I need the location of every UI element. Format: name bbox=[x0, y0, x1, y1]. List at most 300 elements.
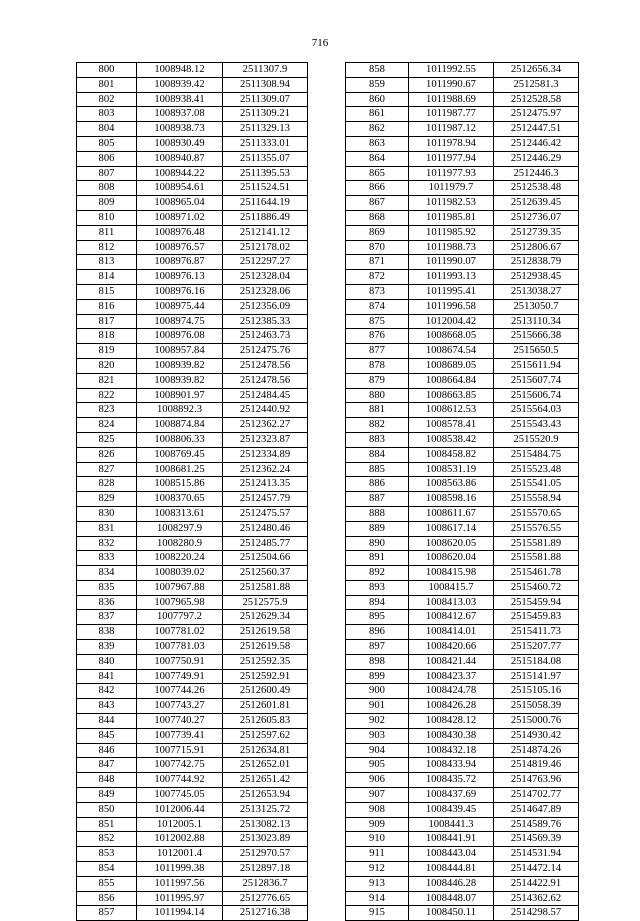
table-row bbox=[77, 788, 308, 803]
table-row bbox=[77, 107, 308, 122]
y-coordinate-cell: 2512592.35 bbox=[223, 654, 308, 669]
x-coordinate-cell: 1008689.05 bbox=[409, 358, 494, 373]
x-coordinate-cell: 1008674.54 bbox=[409, 344, 494, 359]
point-number-cell: 851 bbox=[77, 817, 137, 832]
y-coordinate-cell: 2515581.89 bbox=[494, 536, 579, 551]
point-number-cell: 819 bbox=[77, 344, 137, 359]
x-coordinate-cell: 1008971.02 bbox=[137, 210, 223, 225]
table-row bbox=[346, 151, 579, 166]
y-coordinate-cell: 2512480.46 bbox=[223, 521, 308, 536]
y-coordinate-cell: 2512413.35 bbox=[223, 477, 308, 492]
y-coordinate-cell: 2514819.46 bbox=[494, 758, 579, 773]
point-number-cell: 843 bbox=[77, 699, 137, 714]
y-coordinate-cell: 2515058.39 bbox=[494, 699, 579, 714]
table-row bbox=[346, 506, 579, 521]
point-number-cell: 874 bbox=[346, 299, 409, 314]
x-coordinate-cell: 1007965.98 bbox=[137, 595, 223, 610]
point-number-cell: 804 bbox=[77, 122, 137, 137]
point-number-cell: 877 bbox=[346, 344, 409, 359]
table-row bbox=[77, 699, 308, 714]
x-coordinate-cell: 1012002.88 bbox=[137, 832, 223, 847]
point-number-cell: 824 bbox=[77, 418, 137, 433]
x-coordinate-cell: 1007740.27 bbox=[137, 714, 223, 729]
x-coordinate-cell: 1008039.02 bbox=[137, 566, 223, 581]
y-coordinate-cell: 2512836.7 bbox=[223, 876, 308, 891]
table-row bbox=[346, 551, 579, 566]
x-coordinate-cell: 1011995.41 bbox=[409, 284, 494, 299]
x-coordinate-cell: 1011990.07 bbox=[409, 255, 494, 270]
table-row bbox=[77, 654, 308, 669]
x-coordinate-cell: 1008421.44 bbox=[409, 654, 494, 669]
y-coordinate-cell: 2512478.56 bbox=[223, 373, 308, 388]
x-coordinate-cell: 1008441.91 bbox=[409, 832, 494, 847]
y-coordinate-cell: 2512446.3 bbox=[494, 166, 579, 181]
point-number-cell: 895 bbox=[346, 610, 409, 625]
table-row bbox=[346, 788, 579, 803]
table-row bbox=[77, 817, 308, 832]
x-coordinate-cell: 1008939.82 bbox=[137, 373, 223, 388]
y-coordinate-cell: 2515461.78 bbox=[494, 566, 579, 581]
x-coordinate-cell: 1007743.27 bbox=[137, 699, 223, 714]
table-row bbox=[77, 432, 308, 447]
point-number-cell: 845 bbox=[77, 728, 137, 743]
point-number-cell: 888 bbox=[346, 506, 409, 521]
y-coordinate-cell: 2515558.94 bbox=[494, 492, 579, 507]
y-coordinate-cell: 2515607.74 bbox=[494, 373, 579, 388]
y-coordinate-cell: 2512629.34 bbox=[223, 610, 308, 625]
point-number-cell: 892 bbox=[346, 566, 409, 581]
y-coordinate-cell: 2514422.91 bbox=[494, 876, 579, 891]
y-coordinate-cell: 2514531.94 bbox=[494, 847, 579, 862]
point-number-cell: 825 bbox=[77, 432, 137, 447]
x-coordinate-cell: 1008420.66 bbox=[409, 640, 494, 655]
y-coordinate-cell: 2511307.9 bbox=[223, 63, 308, 78]
y-coordinate-cell: 2512581.88 bbox=[223, 580, 308, 595]
x-coordinate-cell: 1011992.55 bbox=[409, 63, 494, 78]
y-coordinate-cell: 2512178.02 bbox=[223, 240, 308, 255]
table-row bbox=[77, 551, 308, 566]
table-row bbox=[77, 492, 308, 507]
table-row bbox=[346, 63, 579, 78]
x-coordinate-cell: 1007781.02 bbox=[137, 625, 223, 640]
point-number-cell: 871 bbox=[346, 255, 409, 270]
x-coordinate-cell: 1008612.53 bbox=[409, 403, 494, 418]
x-coordinate-cell: 1011985.81 bbox=[409, 210, 494, 225]
point-number-cell: 908 bbox=[346, 802, 409, 817]
x-coordinate-cell: 1008976.87 bbox=[137, 255, 223, 270]
table-row bbox=[346, 462, 579, 477]
y-coordinate-cell: 2515411.73 bbox=[494, 625, 579, 640]
point-number-cell: 884 bbox=[346, 447, 409, 462]
x-coordinate-cell: 1008280.9 bbox=[137, 536, 223, 551]
table-row bbox=[346, 640, 579, 655]
x-coordinate-cell: 1011987.12 bbox=[409, 122, 494, 137]
point-number-cell: 805 bbox=[77, 136, 137, 151]
point-number-cell: 889 bbox=[346, 521, 409, 536]
point-number-cell: 913 bbox=[346, 876, 409, 891]
y-coordinate-cell: 2512581.3 bbox=[494, 77, 579, 92]
point-number-cell: 808 bbox=[77, 181, 137, 196]
point-number-cell: 817 bbox=[77, 314, 137, 329]
table-row bbox=[77, 358, 308, 373]
point-number-cell: 834 bbox=[77, 566, 137, 581]
table-row bbox=[77, 151, 308, 166]
point-number-cell: 873 bbox=[346, 284, 409, 299]
y-coordinate-cell: 2512475.57 bbox=[223, 506, 308, 521]
y-coordinate-cell: 2512297.27 bbox=[223, 255, 308, 270]
table-row bbox=[346, 418, 579, 433]
x-coordinate-cell: 1008939.82 bbox=[137, 358, 223, 373]
table-row bbox=[77, 684, 308, 699]
x-coordinate-cell: 1007750.91 bbox=[137, 654, 223, 669]
table-row bbox=[346, 329, 579, 344]
point-number-cell: 896 bbox=[346, 625, 409, 640]
table-row bbox=[77, 847, 308, 862]
y-coordinate-cell: 2515484.75 bbox=[494, 447, 579, 462]
y-coordinate-cell: 2511395.53 bbox=[223, 166, 308, 181]
x-coordinate-cell: 1012005.1 bbox=[137, 817, 223, 832]
x-coordinate-cell: 1008957.84 bbox=[137, 344, 223, 359]
x-coordinate-cell: 1008437.69 bbox=[409, 788, 494, 803]
table-row bbox=[346, 492, 579, 507]
y-coordinate-cell: 2512446.42 bbox=[494, 136, 579, 151]
y-coordinate-cell: 2512141.12 bbox=[223, 225, 308, 240]
y-coordinate-cell: 2512897.18 bbox=[223, 862, 308, 877]
y-coordinate-cell: 2511329.13 bbox=[223, 122, 308, 137]
table-row bbox=[77, 714, 308, 729]
y-coordinate-cell: 2512478.56 bbox=[223, 358, 308, 373]
table-row bbox=[77, 669, 308, 684]
x-coordinate-cell: 1008901.97 bbox=[137, 388, 223, 403]
point-number-cell: 909 bbox=[346, 817, 409, 832]
table-row bbox=[346, 580, 579, 595]
y-coordinate-cell: 2511355.07 bbox=[223, 151, 308, 166]
point-number-cell: 852 bbox=[77, 832, 137, 847]
x-coordinate-cell: 1008965.04 bbox=[137, 196, 223, 211]
y-coordinate-cell: 2512656.34 bbox=[494, 63, 579, 78]
x-coordinate-cell: 1008515.86 bbox=[137, 477, 223, 492]
point-number-cell: 885 bbox=[346, 462, 409, 477]
x-coordinate-cell: 1008976.13 bbox=[137, 270, 223, 285]
y-coordinate-cell: 2512484.45 bbox=[223, 388, 308, 403]
y-coordinate-cell: 2515650.5 bbox=[494, 344, 579, 359]
table-row bbox=[77, 876, 308, 891]
y-coordinate-cell: 2512838.79 bbox=[494, 255, 579, 270]
table-row bbox=[77, 240, 308, 255]
y-coordinate-cell: 2514569.39 bbox=[494, 832, 579, 847]
y-coordinate-cell: 2512440.92 bbox=[223, 403, 308, 418]
table-row bbox=[346, 77, 579, 92]
table-row bbox=[346, 136, 579, 151]
point-number-cell: 830 bbox=[77, 506, 137, 521]
point-number-cell: 915 bbox=[346, 906, 409, 921]
x-coordinate-cell: 1008937.08 bbox=[137, 107, 223, 122]
x-coordinate-cell: 1007797.2 bbox=[137, 610, 223, 625]
table-row bbox=[346, 862, 579, 877]
x-coordinate-cell: 1008663.85 bbox=[409, 388, 494, 403]
x-coordinate-cell: 1011996.58 bbox=[409, 299, 494, 314]
y-coordinate-cell: 2514874.26 bbox=[494, 743, 579, 758]
x-coordinate-cell: 1008430.38 bbox=[409, 728, 494, 743]
table-row bbox=[346, 284, 579, 299]
y-coordinate-cell: 2512323.87 bbox=[223, 432, 308, 447]
y-coordinate-cell: 2514702.77 bbox=[494, 788, 579, 803]
point-number-cell: 802 bbox=[77, 92, 137, 107]
x-coordinate-cell: 1011987.77 bbox=[409, 107, 494, 122]
y-coordinate-cell: 2512504.66 bbox=[223, 551, 308, 566]
table-row bbox=[77, 284, 308, 299]
y-coordinate-cell: 2512457.79 bbox=[223, 492, 308, 507]
x-coordinate-cell: 1011993.13 bbox=[409, 270, 494, 285]
table-row bbox=[346, 521, 579, 536]
x-coordinate-cell: 1007742.75 bbox=[137, 758, 223, 773]
y-coordinate-cell: 2512538.48 bbox=[494, 181, 579, 196]
table-row bbox=[346, 299, 579, 314]
point-number-cell: 854 bbox=[77, 862, 137, 877]
y-coordinate-cell: 2511644.19 bbox=[223, 196, 308, 211]
point-number-cell: 880 bbox=[346, 388, 409, 403]
table-row bbox=[346, 388, 579, 403]
y-coordinate-cell: 2512653.94 bbox=[223, 788, 308, 803]
table-row bbox=[77, 506, 308, 521]
x-coordinate-cell: 1008531.19 bbox=[409, 462, 494, 477]
point-number-cell: 903 bbox=[346, 728, 409, 743]
table-row bbox=[346, 832, 579, 847]
y-coordinate-cell: 2515611.94 bbox=[494, 358, 579, 373]
x-coordinate-cell: 1007745.05 bbox=[137, 788, 223, 803]
x-coordinate-cell: 1008563.86 bbox=[409, 477, 494, 492]
table-row bbox=[346, 699, 579, 714]
x-coordinate-cell: 1008940.87 bbox=[137, 151, 223, 166]
point-number-cell: 899 bbox=[346, 669, 409, 684]
table-row bbox=[77, 862, 308, 877]
table-row bbox=[346, 447, 579, 462]
x-coordinate-cell: 1011997.56 bbox=[137, 876, 223, 891]
y-coordinate-cell: 2515105.16 bbox=[494, 684, 579, 699]
x-coordinate-cell: 1008668.05 bbox=[409, 329, 494, 344]
table-row bbox=[346, 891, 579, 906]
table-row bbox=[77, 580, 308, 595]
y-coordinate-cell: 2512938.45 bbox=[494, 270, 579, 285]
x-coordinate-cell: 1008598.16 bbox=[409, 492, 494, 507]
point-number-cell: 831 bbox=[77, 521, 137, 536]
y-coordinate-cell: 2511886.49 bbox=[223, 210, 308, 225]
point-number-cell: 839 bbox=[77, 640, 137, 655]
point-number-cell: 855 bbox=[77, 876, 137, 891]
table-row bbox=[77, 225, 308, 240]
x-coordinate-cell: 1008415.7 bbox=[409, 580, 494, 595]
table-row bbox=[346, 743, 579, 758]
point-number-cell: 853 bbox=[77, 847, 137, 862]
x-coordinate-cell: 1008954.61 bbox=[137, 181, 223, 196]
point-number-cell: 836 bbox=[77, 595, 137, 610]
point-number-cell: 856 bbox=[77, 891, 137, 906]
table-row bbox=[77, 196, 308, 211]
y-coordinate-cell: 2514589.76 bbox=[494, 817, 579, 832]
table-row bbox=[346, 714, 579, 729]
table-row bbox=[346, 196, 579, 211]
point-number-cell: 865 bbox=[346, 166, 409, 181]
y-coordinate-cell: 2512575.9 bbox=[223, 595, 308, 610]
x-coordinate-cell: 1008435.72 bbox=[409, 773, 494, 788]
table-row bbox=[346, 255, 579, 270]
x-coordinate-cell: 1008415.98 bbox=[409, 566, 494, 581]
point-number-cell: 875 bbox=[346, 314, 409, 329]
y-coordinate-cell: 2513038.27 bbox=[494, 284, 579, 299]
table-row bbox=[77, 418, 308, 433]
y-coordinate-cell: 2512475.76 bbox=[223, 344, 308, 359]
x-coordinate-cell: 1008938.73 bbox=[137, 122, 223, 137]
table-row bbox=[346, 773, 579, 788]
coordinates-table-left bbox=[76, 62, 308, 921]
point-number-cell: 911 bbox=[346, 847, 409, 862]
y-coordinate-cell: 2515570.65 bbox=[494, 506, 579, 521]
table-row bbox=[346, 906, 579, 921]
x-coordinate-cell: 1008974.75 bbox=[137, 314, 223, 329]
point-number-cell: 840 bbox=[77, 654, 137, 669]
point-number-cell: 859 bbox=[346, 77, 409, 92]
y-coordinate-cell: 2512528.58 bbox=[494, 92, 579, 107]
point-number-cell: 823 bbox=[77, 403, 137, 418]
table-row bbox=[77, 255, 308, 270]
y-coordinate-cell: 2515606.74 bbox=[494, 388, 579, 403]
point-number-cell: 858 bbox=[346, 63, 409, 78]
table-row bbox=[346, 240, 579, 255]
x-coordinate-cell: 1008664.84 bbox=[409, 373, 494, 388]
table-row bbox=[346, 758, 579, 773]
y-coordinate-cell: 2512652.01 bbox=[223, 758, 308, 773]
point-number-cell: 867 bbox=[346, 196, 409, 211]
x-coordinate-cell: 1008681.25 bbox=[137, 462, 223, 477]
point-number-cell: 860 bbox=[346, 92, 409, 107]
point-number-cell: 810 bbox=[77, 210, 137, 225]
x-coordinate-cell: 1008450.11 bbox=[409, 906, 494, 921]
table-row bbox=[77, 270, 308, 285]
point-number-cell: 816 bbox=[77, 299, 137, 314]
point-number-cell: 900 bbox=[346, 684, 409, 699]
point-number-cell: 886 bbox=[346, 477, 409, 492]
x-coordinate-cell: 1008423.37 bbox=[409, 669, 494, 684]
y-coordinate-cell: 2514647.89 bbox=[494, 802, 579, 817]
point-number-cell: 883 bbox=[346, 432, 409, 447]
y-coordinate-cell: 2515564.03 bbox=[494, 403, 579, 418]
point-number-cell: 821 bbox=[77, 373, 137, 388]
point-number-cell: 835 bbox=[77, 580, 137, 595]
table-row bbox=[77, 388, 308, 403]
y-coordinate-cell: 2512446.29 bbox=[494, 151, 579, 166]
point-number-cell: 837 bbox=[77, 610, 137, 625]
table-row bbox=[346, 595, 579, 610]
table-row bbox=[77, 447, 308, 462]
x-coordinate-cell: 1008424.78 bbox=[409, 684, 494, 699]
y-coordinate-cell: 2512463.73 bbox=[223, 329, 308, 344]
table-row bbox=[77, 329, 308, 344]
table-row bbox=[77, 210, 308, 225]
table-row bbox=[77, 536, 308, 551]
table-row bbox=[346, 802, 579, 817]
point-number-cell: 862 bbox=[346, 122, 409, 137]
table-row bbox=[77, 640, 308, 655]
point-number-cell: 870 bbox=[346, 240, 409, 255]
table-row bbox=[77, 122, 308, 137]
table-row bbox=[346, 654, 579, 669]
x-coordinate-cell: 1007744.26 bbox=[137, 684, 223, 699]
point-number-cell: 863 bbox=[346, 136, 409, 151]
x-coordinate-cell: 1008892.3 bbox=[137, 403, 223, 418]
y-coordinate-cell: 2515520.9 bbox=[494, 432, 579, 447]
point-number-cell: 846 bbox=[77, 743, 137, 758]
y-coordinate-cell: 2511308.94 bbox=[223, 77, 308, 92]
point-number-cell: 890 bbox=[346, 536, 409, 551]
table-row bbox=[346, 344, 579, 359]
point-number-cell: 838 bbox=[77, 625, 137, 640]
table-row bbox=[346, 270, 579, 285]
x-coordinate-cell: 1012004.42 bbox=[409, 314, 494, 329]
y-coordinate-cell: 2512447.51 bbox=[494, 122, 579, 137]
x-coordinate-cell: 1011977.94 bbox=[409, 151, 494, 166]
table-row bbox=[346, 876, 579, 891]
table-row bbox=[77, 743, 308, 758]
x-coordinate-cell: 1007749.91 bbox=[137, 669, 223, 684]
point-number-cell: 849 bbox=[77, 788, 137, 803]
x-coordinate-cell: 1011999.38 bbox=[137, 862, 223, 877]
y-coordinate-cell: 2511524.51 bbox=[223, 181, 308, 196]
table-row bbox=[77, 403, 308, 418]
point-number-cell: 876 bbox=[346, 329, 409, 344]
point-number-cell: 833 bbox=[77, 551, 137, 566]
y-coordinate-cell: 2512334.89 bbox=[223, 447, 308, 462]
table-row bbox=[77, 906, 308, 921]
point-number-cell: 807 bbox=[77, 166, 137, 181]
y-coordinate-cell: 2515576.55 bbox=[494, 521, 579, 536]
point-number-cell: 869 bbox=[346, 225, 409, 240]
x-coordinate-cell: 1011982.53 bbox=[409, 196, 494, 211]
x-coordinate-cell: 1008439.45 bbox=[409, 802, 494, 817]
point-number-cell: 893 bbox=[346, 580, 409, 595]
x-coordinate-cell: 1008313.61 bbox=[137, 506, 223, 521]
point-number-cell: 848 bbox=[77, 773, 137, 788]
table-row bbox=[77, 344, 308, 359]
point-number-cell: 879 bbox=[346, 373, 409, 388]
table-row bbox=[77, 773, 308, 788]
table-row bbox=[77, 610, 308, 625]
x-coordinate-cell: 1012001.4 bbox=[137, 847, 223, 862]
y-coordinate-cell: 2515207.77 bbox=[494, 640, 579, 655]
y-coordinate-cell: 2512639.45 bbox=[494, 196, 579, 211]
y-coordinate-cell: 2512328.04 bbox=[223, 270, 308, 285]
point-number-cell: 812 bbox=[77, 240, 137, 255]
x-coordinate-cell: 1011985.92 bbox=[409, 225, 494, 240]
y-coordinate-cell: 2511309.07 bbox=[223, 92, 308, 107]
point-number-cell: 906 bbox=[346, 773, 409, 788]
y-coordinate-cell: 2512716.38 bbox=[223, 906, 308, 921]
x-coordinate-cell: 1008433.94 bbox=[409, 758, 494, 773]
x-coordinate-cell: 1008220.24 bbox=[137, 551, 223, 566]
point-number-cell: 902 bbox=[346, 714, 409, 729]
point-number-cell: 907 bbox=[346, 788, 409, 803]
x-coordinate-cell: 1008578.41 bbox=[409, 418, 494, 433]
table-row bbox=[77, 77, 308, 92]
x-coordinate-cell: 1011990.67 bbox=[409, 77, 494, 92]
point-number-cell: 826 bbox=[77, 447, 137, 462]
table-row bbox=[77, 136, 308, 151]
point-number-cell: 841 bbox=[77, 669, 137, 684]
x-coordinate-cell: 1008769.45 bbox=[137, 447, 223, 462]
y-coordinate-cell: 2513023.89 bbox=[223, 832, 308, 847]
x-coordinate-cell: 1008938.41 bbox=[137, 92, 223, 107]
page-number: 716 bbox=[311, 37, 329, 49]
table-row bbox=[346, 610, 579, 625]
